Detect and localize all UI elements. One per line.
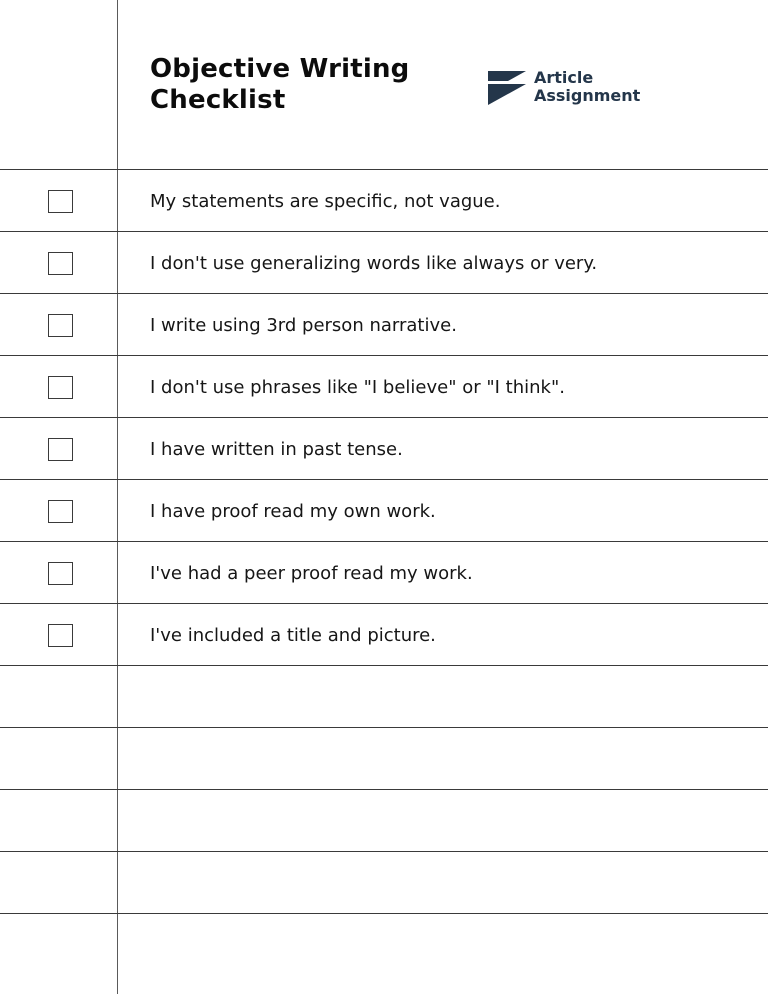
checklist-row	[0, 541, 768, 603]
checklist-row	[0, 231, 768, 293]
checklist-item-text: I've had a peer proof read my work.	[150, 563, 473, 584]
empty-row	[0, 851, 768, 913]
checklist-checkbox[interactable]	[48, 252, 73, 275]
checklist-row	[0, 479, 768, 541]
checklist-row	[0, 355, 768, 417]
checklist-item-text: I don't use generalizing words like always or very.	[150, 253, 598, 274]
checklist-item-text: My statements are specific, not vague.	[150, 191, 501, 212]
empty-row	[0, 913, 768, 985]
checklist-checkbox[interactable]	[48, 438, 73, 461]
brand-name: Article Assignment	[534, 68, 641, 105]
checklist-item-text: I've included a title and picture.	[150, 625, 436, 646]
checklist-table	[0, 169, 768, 985]
checklist-checkbox[interactable]	[48, 376, 73, 399]
empty-row	[0, 665, 768, 727]
brand-logo	[488, 69, 668, 109]
empty-row	[0, 727, 768, 789]
empty-row	[0, 789, 768, 851]
checklist-row	[0, 417, 768, 479]
flag-chevron-icon	[488, 71, 526, 105]
checklist-row	[0, 169, 768, 231]
checklist-checkbox[interactable]	[48, 190, 73, 213]
checklist-checkbox[interactable]	[48, 624, 73, 647]
checklist-row	[0, 603, 768, 665]
checklist-item-text: I have written in past tense.	[150, 439, 403, 460]
checklist-item-text: I write using 3rd person narrative.	[150, 315, 457, 336]
page-title: Objective Writing Checklist	[150, 54, 410, 115]
checklist-checkbox[interactable]	[48, 500, 73, 523]
checklist-checkbox[interactable]	[48, 562, 73, 585]
checklist-checkbox[interactable]	[48, 314, 73, 337]
checklist-item-text: I don't use phrases like "I believe" or "I think".	[150, 377, 565, 398]
checklist-row	[0, 293, 768, 355]
checklist-item-text: I have proof read my own work.	[150, 501, 436, 522]
